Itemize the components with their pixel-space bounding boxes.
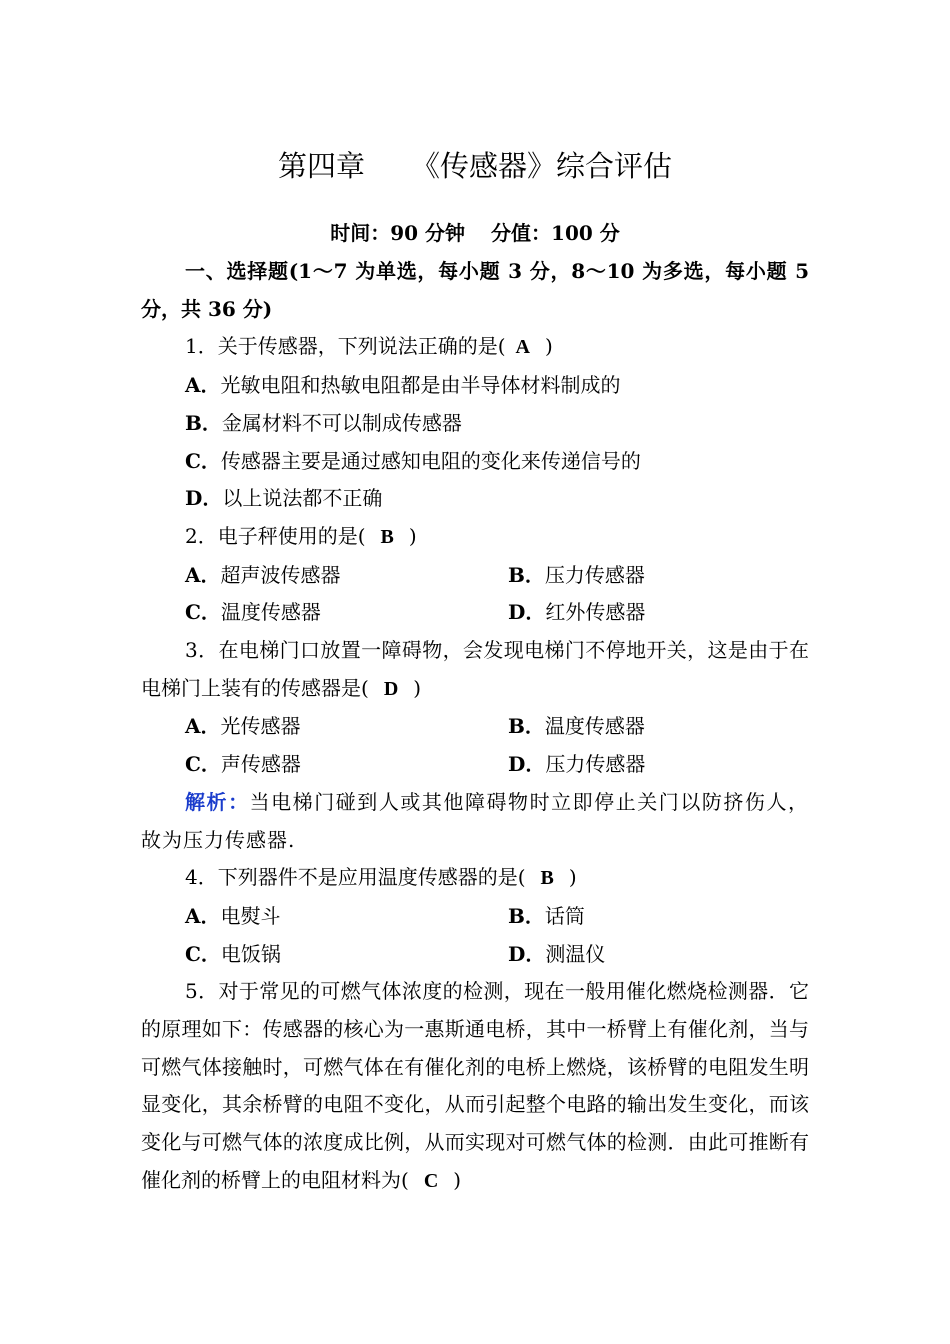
question-3-stem: 3．在电梯门口放置一障碍物，会发现电梯门不停地开关，这是由于在电梯门上装有的传感器是( D )	[141, 638, 809, 700]
question-3-option-a: A．光传感器	[185, 714, 301, 739]
question-2-options-row-1	[141, 557, 809, 595]
question-3-option-c: C．声传感器	[185, 752, 301, 777]
question-2-option-a: A．超声波传感器	[185, 562, 341, 587]
question-2-options-row-2	[141, 594, 809, 632]
question-2-option-c: C．温度传感器	[185, 600, 321, 625]
question-3-analysis: 解析：当电梯门碰到人或其他障碍物时立即停止关门以防挤伤人，故为压力传感器.	[141, 789, 810, 852]
exam-body	[141, 253, 809, 1201]
chapter-label: 第四章	[277, 149, 365, 183]
exam-meta	[0, 216, 950, 250]
question-1-answer: A	[515, 336, 530, 359]
chapter-name: 《传感器》综合评估	[411, 149, 673, 183]
question-3-options-row-2	[141, 746, 809, 784]
question-4-option-d: D．测温仪	[508, 941, 606, 966]
question-1-option-b: B．金属材料不可以制成传感器	[185, 410, 462, 435]
exam-time: 时间：90 分钟	[330, 221, 466, 245]
section-heading: 一、选择题(1～7 为单选，每小题 3 分，8～10 为多选，每小题 5 分，共 36 分)	[141, 259, 809, 321]
question-5-stem: 5．对于常见的可燃气体浓度的检测，现在一般用催化燃烧检测器．它的原理如下：传感器的核心为一惠斯通电桥，其中一桥臂上有催化剂，当与可燃气体接触时，可燃气体在有催化剂的电桥上燃烧，该桥臂的电阻发生明显变化，其余桥臂的电阻不变化，从而引起整个电路的输出发生变化，而该变化与可燃气体的浓度成比例，从而实现对可燃气体的检测．由此可推断有催化剂的桥臂上的电阻材料为( C )	[141, 979, 809, 1192]
page-title	[0, 146, 950, 186]
question-4-options-row-1	[141, 898, 809, 936]
question-3-answer: D	[383, 677, 399, 700]
exam-score: 分值：100 分	[491, 221, 620, 245]
question-4-options-row-2	[141, 936, 809, 974]
analysis-label: 解析：	[185, 789, 250, 814]
question-1-option-a: A．光敏电阻和热敏电阻都是由半导体材料制成的	[185, 373, 621, 398]
question-4-option-c: C．电饭锅	[185, 941, 281, 966]
question-4-option-b: B．话筒	[508, 903, 585, 928]
question-3-options-row-1	[141, 708, 809, 746]
question-4-stem: 4．下列器件不是应用温度传感器的是( B )	[185, 865, 577, 890]
question-5-answer: C	[423, 1169, 439, 1192]
question-4-option-a: A．电熨斗	[185, 903, 281, 928]
question-4-answer: B	[540, 867, 554, 890]
question-3-option-b: B．温度传感器	[508, 714, 645, 739]
question-2-answer: B	[380, 525, 394, 548]
question-1-stem: 1．关于传感器，下列说法正确的是( A )	[185, 334, 553, 359]
question-2-stem: 2．电子秤使用的是( B )	[185, 523, 417, 548]
question-1-option-d: D．以上说法都不正确	[185, 486, 383, 511]
question-2-option-d: D．红外传感器	[508, 600, 646, 625]
question-3-option-d: D．压力传感器	[508, 752, 646, 777]
question-2-option-b: B．压力传感器	[508, 562, 645, 587]
question-1-option-c: C．传感器主要是通过感知电阻的变化来传递信号的	[185, 448, 641, 473]
